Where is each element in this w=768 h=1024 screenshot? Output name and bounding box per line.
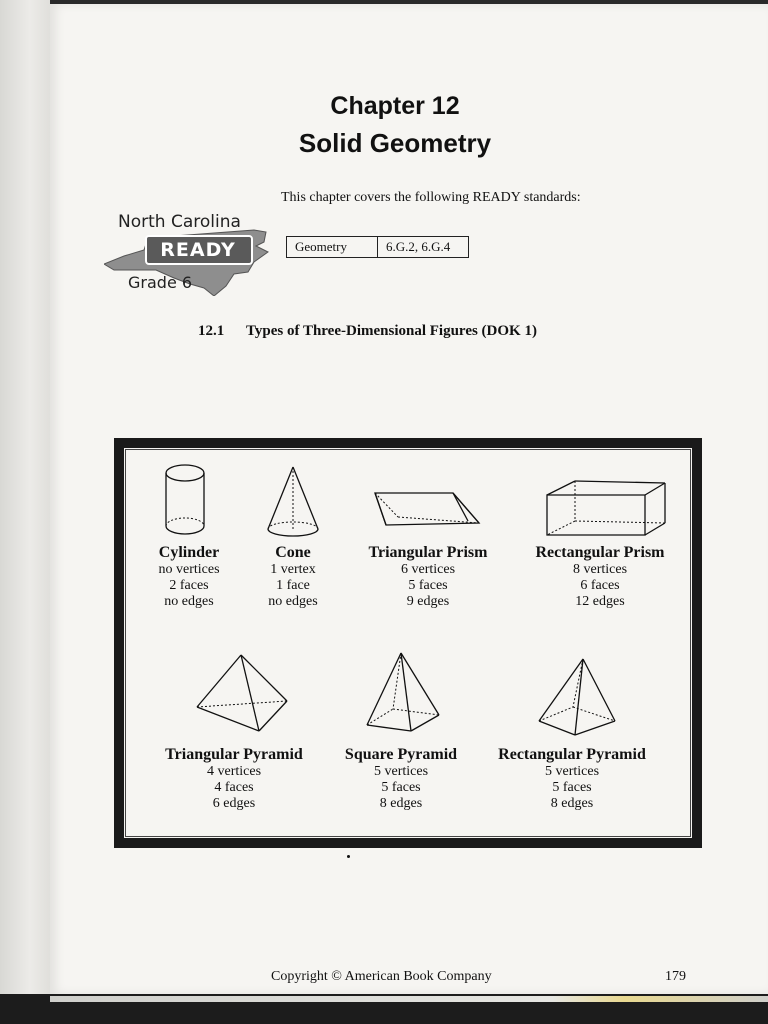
figure-edges: 9 edges	[406, 594, 450, 609]
figure-edges: no edges	[164, 594, 214, 609]
badge-ready: READY	[160, 239, 236, 261]
section-title: Types of Three-Dimensional Figures (DOK 1)	[246, 323, 537, 339]
figure-name: Rectangular Pyramid	[498, 746, 646, 763]
page-number: 179	[665, 969, 686, 984]
figure-vertices: no vertices	[158, 562, 220, 577]
figure-name: Cone	[275, 544, 311, 561]
figure-edges: 8 edges	[379, 796, 423, 811]
standards-intro: This chapter covers the following READY standards:	[281, 190, 581, 205]
facing-page-edge	[0, 0, 50, 1000]
stray-dot	[347, 855, 350, 858]
figure-name: Rectangular Prism	[535, 544, 665, 561]
section-heading	[198, 323, 537, 340]
figure-faces: 5 faces	[408, 578, 448, 593]
figure-vertices: 6 vertices	[400, 562, 456, 577]
figure-faces: 5 faces	[381, 780, 421, 795]
figure-name: Cylinder	[158, 544, 220, 561]
figure-rectangular-prism	[515, 463, 685, 610]
triangular-prism-icon	[353, 463, 503, 543]
footer-copyright: Copyright © American Book Company	[271, 969, 492, 984]
figure-edges: 12 edges	[575, 594, 625, 609]
figure-faces: 1 face	[276, 578, 310, 593]
figure-cylinder	[125, 463, 253, 610]
scan-bottom-edge	[0, 994, 768, 1024]
figure-faces: 4 faces	[214, 780, 254, 795]
figure-vertices: 4 vertices	[206, 764, 262, 779]
solid-figures-panel	[114, 438, 702, 848]
rectangular-pyramid-icon	[487, 649, 657, 745]
figure-faces: 6 faces	[580, 578, 620, 593]
chapter-number: Chapter 12	[330, 92, 460, 120]
figure-triangular-pyramid	[149, 649, 319, 812]
figure-edges: 6 edges	[212, 796, 256, 811]
figure-vertices: 8 vertices	[572, 562, 628, 577]
figure-vertices: 1 vertex	[270, 562, 316, 577]
chapter-title: Solid Geometry	[298, 128, 492, 158]
badge-state: North Carolina	[118, 212, 241, 232]
badge-grade: Grade 6	[128, 273, 193, 292]
figure-square-pyramid	[331, 649, 471, 812]
standards-domain: Geometry	[287, 237, 378, 258]
figure-cone	[243, 463, 343, 610]
figure-name: Triangular Prism	[368, 544, 488, 561]
figure-edges: no edges	[268, 594, 318, 609]
figure-edges: 8 edges	[550, 796, 594, 811]
standards-row	[287, 237, 469, 258]
figure-faces: 5 faces	[552, 780, 592, 795]
section-number: 12.1	[198, 323, 225, 339]
figure-name: Square Pyramid	[344, 746, 458, 763]
figure-triangular-prism	[353, 463, 503, 610]
cylinder-icon	[125, 463, 253, 543]
triangular-pyramid-icon	[149, 649, 319, 745]
page-stack-edge	[50, 996, 768, 1002]
rectangular-prism-icon	[515, 463, 685, 543]
solid-figures-inner	[124, 448, 692, 838]
standards-codes: 6.G.2, 6.G.4	[378, 237, 469, 258]
cone-icon	[243, 463, 343, 543]
figure-name: Triangular Pyramid	[165, 746, 303, 763]
figure-rectangular-pyramid	[487, 649, 657, 812]
standards-table	[286, 236, 469, 258]
square-pyramid-icon	[331, 649, 471, 745]
figure-vertices: 5 vertices	[373, 764, 429, 779]
figure-faces: 2 faces	[169, 578, 209, 593]
nc-ready-badge	[104, 212, 274, 296]
figure-vertices: 5 vertices	[544, 764, 600, 779]
